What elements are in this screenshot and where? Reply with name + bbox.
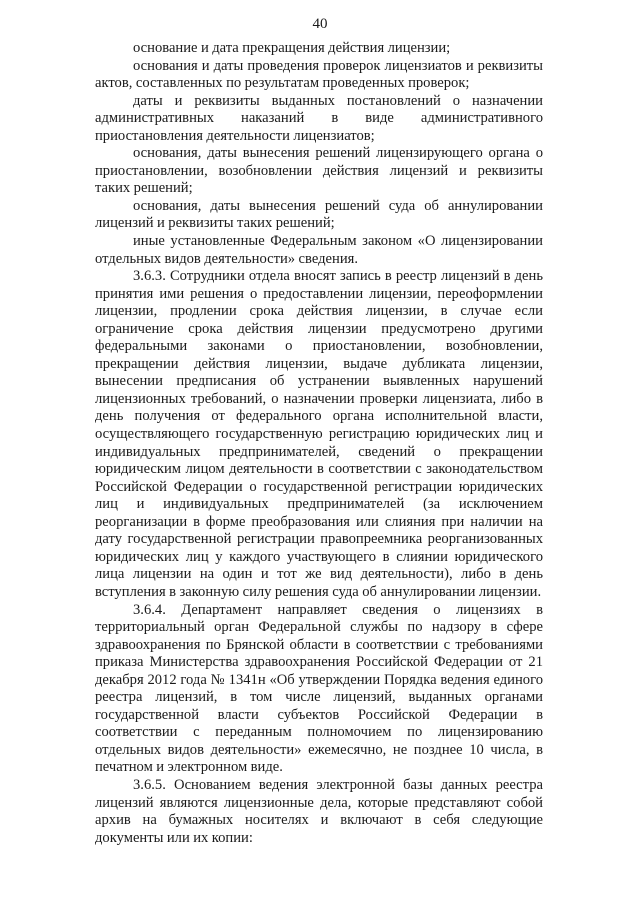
paragraph-3-6-4: 3.6.4. Департамент направляет сведения о лицензиях в территориальный орган Федеральной службы по надзору в сфере здравоохранения по Брянской области в соответствии с требованиями приказа Министерства здравоохранения Российской Федерации от 21 декабря 2012 года № 1341н «Об утверждении Порядка ведения единого реестра лицензий, в том числе лицензий, выданных органами государственной власти субъектов Российской Федерации в соответствии с переданным полномочием по лицензированию отдельных видов деятельности» ежемесячно, не позднее 10 числа, в печатном и электронном виде. xyxy=(95,601,543,776)
paragraph-3-6-3: 3.6.3. Сотрудники отдела вносят запись в реестр лицензий в день принятия ими решения о предоставлении лицензии, переоформлении лицензии, продлении срока действия лицензии, в случае если ограничение срока действия лицензии предусмотрено другими федеральными законами о приостановлении, возобновлении, прекращении действия лицензии, выдаче дубликата лицензии, вынесении предписания об устранении выявленных нарушений лицензионных требований, о назначении проверки лицензиата, либо в день получения от федерального органа исполнительной власти, осуществляющего государственную регистрацию юридических лиц и индивидуальных предпринимателей, сведений о прекращении юридическим лицом деятельности в соответствии с законодательством Российской Федерации о государственной регистрации юридических лиц и индивидуальных предпринимателей (за исключением реорганизации в форме преобразования или слияния при наличии на дату государственной регистрации правопреемника реорганизованных юридических лиц у каждого участвующего в слиянии юридического лица лицензии на один и тот же вид деятельности), либо в день вступления в законную силу решения суда об аннулировании лицензии. xyxy=(95,268,543,600)
paragraph-other-information: иные установленные Федеральным законом «О лицензировании отдельных видов деятельности» сведения. xyxy=(95,233,543,267)
paragraph-administrative-penalties: даты и реквизиты выданных постановлений о назначении административных наказаний в виде административного приостановления деятельности лицензиатов; xyxy=(95,92,543,144)
paragraph-court-decisions: основания, даты вынесения решений суда об аннулировании лицензий и реквизиты таких решений; xyxy=(95,197,543,232)
paragraph-3-6-5: 3.6.5. Основанием ведения электронной базы данных реестра лицензий являются лицензионные дела, которые представляют собой архив на бумажных носителях и включают в себя следующие документы или их копии: xyxy=(95,776,543,846)
paragraph-licensing-authority-decisions: основания, даты вынесения решений лицензирующего органа о приостановлении, возобновлении действия лицензий и реквизиты таких решений; xyxy=(95,145,543,197)
page-number: 40 xyxy=(312,16,328,32)
document-body xyxy=(95,40,543,847)
paragraph-termination-basis: основание и дата прекращения действия лицензии; xyxy=(133,40,451,56)
paragraph-inspections: основания и даты проведения проверок лицензиатов и реквизиты актов, составленных по результатам проведенных проверок; xyxy=(95,57,543,92)
